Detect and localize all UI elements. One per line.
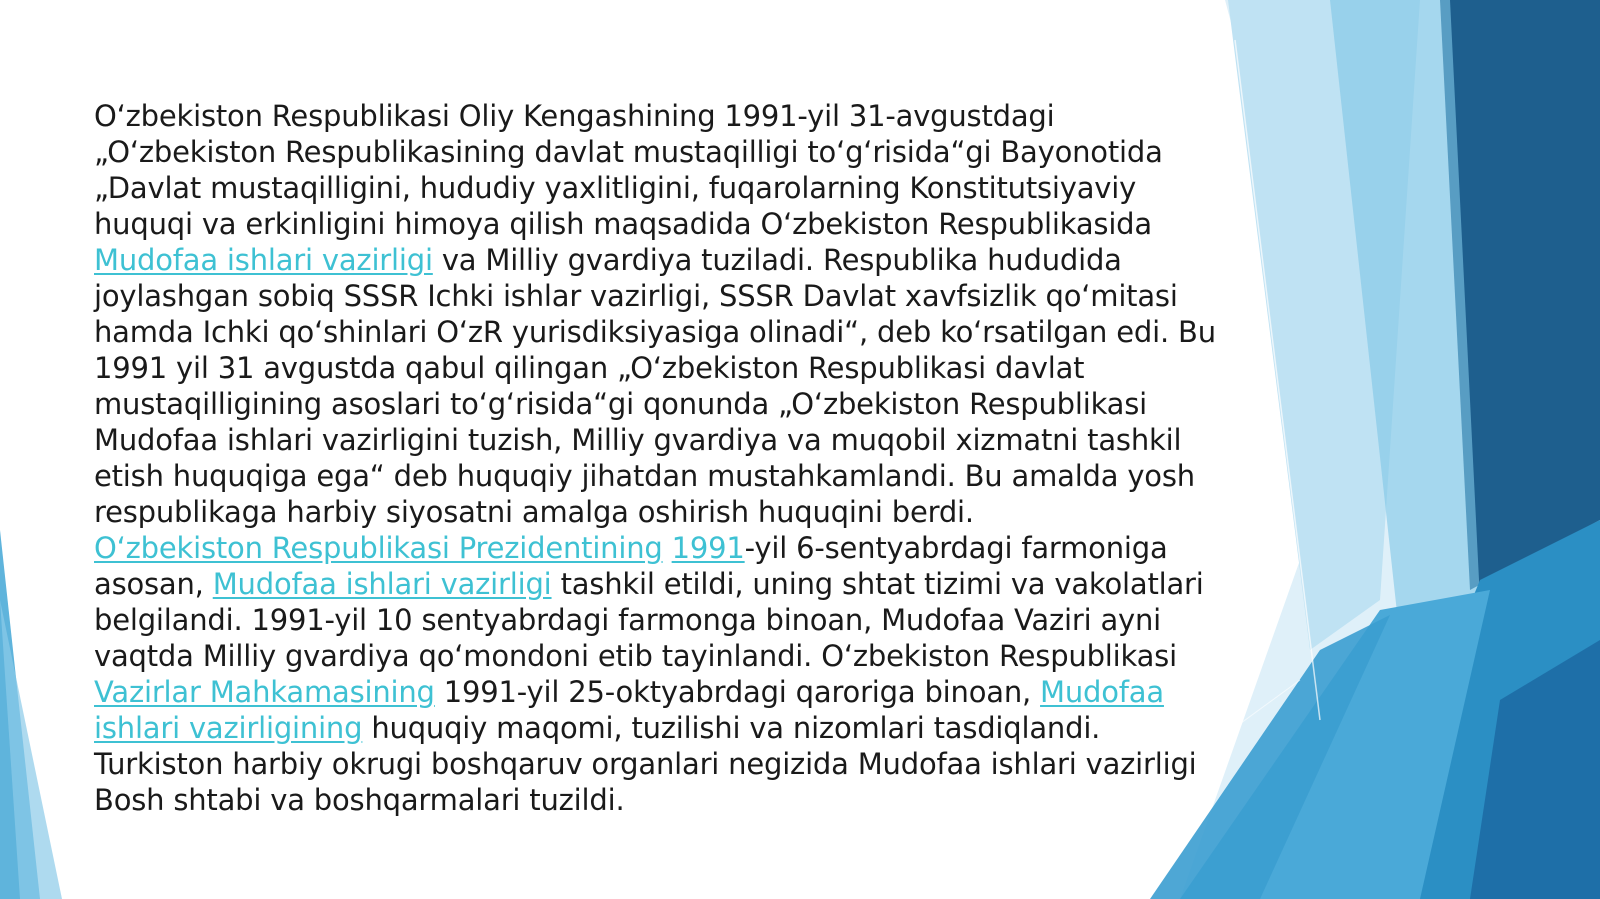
paragraph-2-text-a: -yil 6-sentyabrdagi farmoniga asosan,: [94, 531, 1168, 601]
link-mudofaa-vazirligining[interactable]: Mudofaa ishlari vazirligining: [94, 675, 1164, 745]
link-vazirlar-mahkamasi[interactable]: Vazirlar Mahkamasining: [94, 675, 435, 709]
paragraph-2-text-c: 1991-yil 25-oktyabrdagi qaroriga binoan,: [434, 675, 1041, 709]
paragraph-1-text-a: Oʻzbekiston Respublikasi Oliy Kengashining 1991-yil 31-avgustdagi „Oʻzbekiston Respublikasining davlat mustaqilligi toʻgʻrisida“gi Bayonotida „Davlat mustaqilligini, hududiy yaxlitligini, fuqarolarning Konstitutsiyaviy huquqi va erkinligini himoya qilish maqsadida Oʻzbekiston Respublikasida: [94, 99, 1163, 241]
main-text: [94, 98, 1229, 818]
paragraph-2-text-b: tashkil etildi, uning shtat tizimi va vakolatlari belgilandi. 1991-yil 10 sentyabrdagi farmonga binoan, Mudofaa Vaziri ayni vaqtda Milliy gvardiya qoʻmondoni etib tayinlandi. Oʻzbekiston Respublikasi: [94, 567, 1204, 673]
link-prezident[interactable]: Oʻzbekiston Respublikasi Prezidentining: [94, 531, 663, 565]
paragraph-2: [94, 530, 1229, 818]
paragraph-2-text-d: huquqiy maqomi, tuzilishi va nizomlari tasdiqlandi. Turkiston harbiy okrugi boshqaruv organlari negizida Mudofaa ishlari vazirligi Bosh shtabi va boshqarmalari tuzildi.: [94, 711, 1197, 817]
link-mudofaa-vazirligi-1[interactable]: Mudofaa ishlari vazirligi: [94, 243, 433, 277]
paragraph-1: [94, 98, 1229, 530]
link-mudofaa-vazirligi-2[interactable]: Mudofaa ishlari vazirligi: [212, 567, 552, 601]
link-1991[interactable]: 1991: [671, 531, 745, 565]
paragraph-1-text-b: va Milliy gvardiya tuziladi. Respublika hududida joylashgan sobiq SSSR Ichki ishlar vazirligi, SSSR Davlat xavfsizlik qoʻmitasi hamda Ichki qoʻshinlari OʻzR yurisdiksiyasiga olinadi“, deb koʻrsatilgan edi. Bu 1991 yil 31 avgustda qabul qilingan „Oʻzbekiston Respublikasi davlat mustaqilligining asoslari toʻgʻrisida“gi qonunda „Oʻzbekiston Respublikasi Mudofaa ishlari vazirligini tuzish, Milliy gvardiya va muqobil xizmatni tashkil etish huquqiga ega“ deb huquqiy jihatdan mustahkamlandi. Bu amalda yosh respublikaga harbiy siyosatni amalga oshirish huquqini berdi.: [94, 243, 1216, 529]
